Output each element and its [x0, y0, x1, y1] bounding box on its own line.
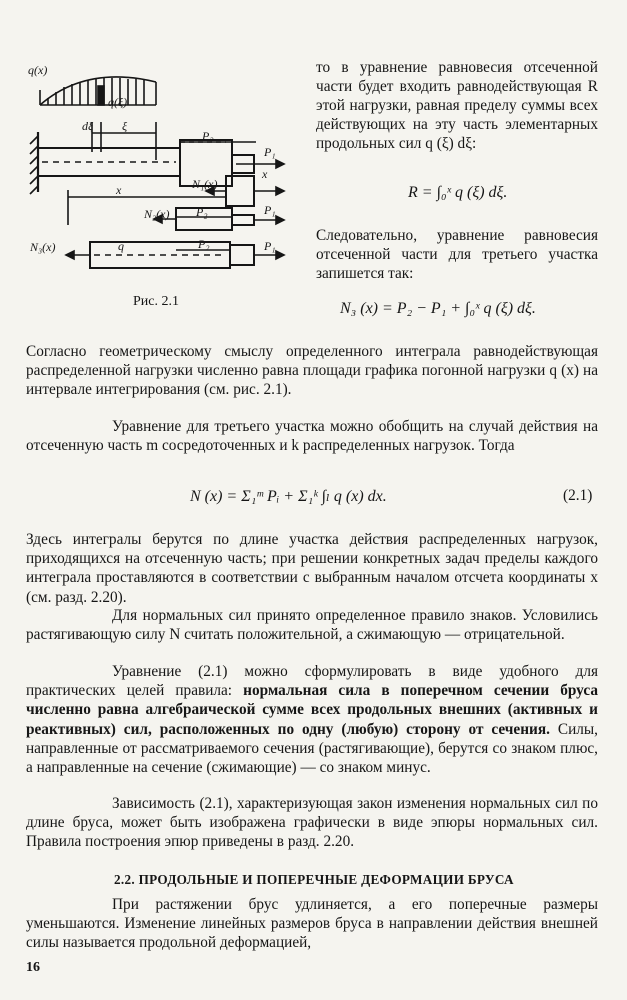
paragraph-8: Зависимость (2.1), характеризующая закон изменения нормальных сил по длине бруса, может быть изображена графически в виде эпюры нормальных сил. Правила построения эпюр приведены в разд. 2.20. — [26, 795, 598, 851]
paragraph-7 — [26, 662, 598, 777]
formula-R: R = ∫₀ˣ q (ξ) dξ. — [408, 184, 508, 201]
paragraph-7-a: Уравнение (2.1) можно сформулировать в виде удобного для практических целей правила: — [26, 663, 598, 700]
paragraph-7-rule: нормальная сила в поперечном сечении бруса численно равна алгебраической сумме всех продольных внешних (активных и реактивных) сил, расположенных по одну (любую) сторону от сечения. — [26, 682, 598, 738]
label-P1a: P₁ — [264, 145, 276, 159]
label-xi: ξ — [122, 119, 128, 133]
page-number: 16 — [26, 960, 40, 975]
section-heading: 2.2. ПРОДОЛЬНЫЕ И ПОПЕРЕЧНЫЕ ДЕФОРМАЦИИ БРУСА — [114, 872, 514, 887]
right-paragraph-2: Следовательно, уравнение равновесия отсеченной части для третьего участка запишется так: — [316, 227, 598, 283]
label-qx: q(x) — [28, 63, 48, 77]
formula-N: N (x) = Σ₁ᵐ Pᵢ + Σ₁ᵏ ∫ₗ q (x) dx. — [190, 488, 387, 505]
label-N1: N₁(x) — [192, 177, 218, 191]
label-x2: x — [262, 167, 268, 181]
figure-caption: Рис. 2.1 — [133, 294, 179, 309]
paragraph-4: Уравнение для третьего участка можно обобщить на случай действия на отсеченную часть m сосредоточенных и k распределенных нагрузок. Тогда — [26, 418, 598, 455]
label-N3: N₃(x) — [30, 240, 56, 254]
label-qxi: q(ξ) — [108, 95, 128, 109]
label-P1c: P₁ — [264, 239, 276, 253]
label-P1b: P₁ — [264, 203, 276, 217]
label-x1: x — [116, 183, 122, 197]
right-paragraph-1: то в уравнение равновесия отсеченной части будет входить равнодействующая R этой нагрузки, равная пределу суммы всех действующих на эту часть элементарных продольных сил q (ξ) dξ: — [316, 59, 598, 153]
label-P2a: P₂ — [202, 129, 214, 143]
paragraph-9: При растяжении брус удлиняется, а его поперечные размеры уменьшаются. Изменение линейных размеров бруса в направлении действия внешней силы называется продольной деформацией, — [26, 896, 598, 952]
paragraph-7-c: Силы, направленные от рассматриваемого сечения (растягивающие), берутся со знаком плюс, а направленные на сечение (сжимающие) — со знаком минус. — [26, 720, 599, 777]
label-dxi: dξ — [82, 119, 94, 133]
label-N2: N₂(x) — [144, 207, 170, 221]
paragraph-5: Здесь интегралы берутся по длине участка действия распределенных нагрузок, приходящихся на отсеченную часть; при решении конкретных задач пределы каждого интеграла проставляются в соответствии с выбранным началом отсчета координаты x (см. разд. 2.20). — [26, 531, 598, 606]
formula-N3: N₃ (x) = P₂ − P₁ + ∫₀ˣ q (ξ) dξ. — [340, 300, 536, 317]
label-q: q — [118, 239, 124, 253]
figure-2-1 — [26, 60, 306, 285]
paragraph-6: Для нормальных сил принято определенное правило знаков. Условились растягивающую силу N считать положительной, а сжимающую — отрицательной. — [26, 607, 598, 644]
equation-number: (2.1) — [563, 487, 593, 504]
label-P2b: P₂ — [196, 205, 208, 219]
label-P2c: P₂ — [198, 237, 210, 251]
paragraph-3: Согласно геометрическому смыслу определенного интеграла равнодействующая распределенной нагрузки численно равна площади графика погонной нагрузки q (x) на интервале интегрирования (см. рис. 2.1). — [26, 343, 598, 399]
